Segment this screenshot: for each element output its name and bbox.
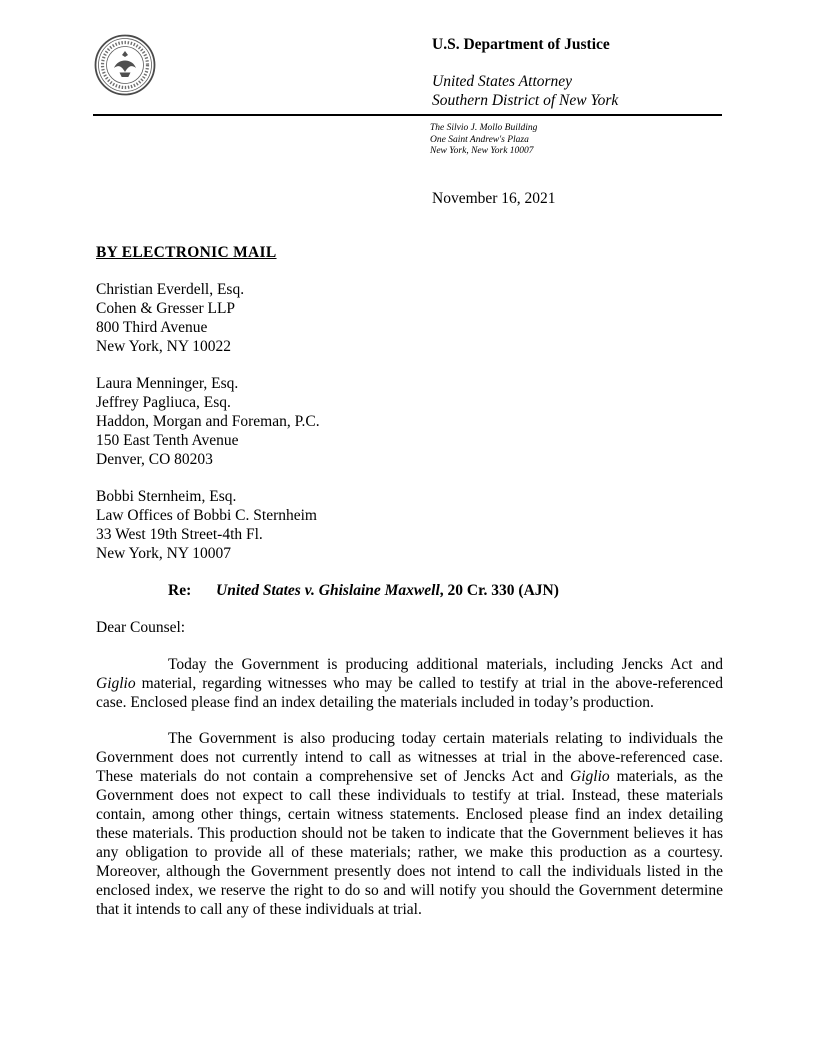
body-paragraph xyxy=(96,655,723,712)
salutation: Dear Counsel: xyxy=(96,619,186,636)
recipient-line: Laura Menninger, Esq. xyxy=(96,375,239,392)
paragraph-text: material, regarding witnesses who may be called to testify at trial in the above-referenced case. Enclosed please find an index detailing the materials included in today’s production. xyxy=(96,675,723,711)
italic-text: Giglio xyxy=(570,768,610,785)
recipient-block xyxy=(96,487,723,563)
recipient-line: Haddon, Morgan and Foreman, P.C. xyxy=(96,413,320,430)
office-line-usa: United States Attorney xyxy=(432,73,573,90)
office-line-district: Southern District of New York xyxy=(432,92,619,109)
office-title xyxy=(432,72,618,110)
recipient-line: 33 West 19th Street-4th Fl. xyxy=(96,526,263,543)
recipients-section xyxy=(96,280,723,563)
paragraph-text: The Government is also producing today certain materials relating to individuals the Government does not currently intend to call as witnesses at trial in the above-referenced case. These materials do not contain a comprehensive set of Jencks Act and xyxy=(96,730,723,785)
address-line-street: One Saint Andrew's Plaza xyxy=(430,134,529,145)
recipient-line: New York, NY 10022 xyxy=(96,338,232,355)
paragraphs-section xyxy=(96,655,723,919)
italic-text: Giglio xyxy=(96,675,136,692)
recipient-line: New York, NY 10007 xyxy=(96,545,232,562)
recipient-line: Law Offices of Bobbi C. Sternheim xyxy=(96,507,317,524)
recipient-line: 800 Third Avenue xyxy=(96,319,208,336)
agency-title: U.S. Department of Justice xyxy=(432,36,610,53)
re-line xyxy=(96,581,723,600)
doj-seal-icon xyxy=(93,32,157,98)
recipient-line: Cohen & Gresser LLP xyxy=(96,300,236,317)
delivery-method: BY ELECTRONIC MAIL xyxy=(96,244,277,261)
recipient-block xyxy=(96,280,723,356)
recipient-line: Bobbi Sternheim, Esq. xyxy=(96,488,237,505)
recipient-line: Denver, CO 80203 xyxy=(96,451,213,468)
recipient-line: 150 East Tenth Avenue xyxy=(96,432,239,449)
paragraph-text: materials, as the Government does not expect to call these individuals to testify at trial. Instead, these materials contain, among other things, certain witness statements. Enclosed please find an index detailing these materials. This production should not be taken to indicate that the Government believes it has any obligation to provide all of these materials; rather, we make this production as a courtesy. Moreover, although the Government presently does not intend to call the individuals listed in the enclosed index, we reserve the right to do so and will notify you should the Government determine that it intends to call any of these individuals at trial. xyxy=(96,768,724,918)
re-label: Re: xyxy=(168,582,192,599)
recipient-block xyxy=(96,374,723,469)
body-paragraph xyxy=(96,729,723,919)
recipient-line: Christian Everdell, Esq. xyxy=(96,281,245,298)
re-case-name: United States v. Ghislaine Maxwell xyxy=(216,582,440,599)
address-line-city: New York, New York 10007 xyxy=(430,146,534,156)
letter-body xyxy=(96,243,723,936)
address-line-building: The Silvio J. Mollo Building xyxy=(430,123,538,133)
paragraph-text: Today the Government is producing additional materials, including Jencks Act and xyxy=(168,656,723,673)
re-case-number: , 20 Cr. 330 (AJN) xyxy=(439,582,559,599)
recipient-line: Jeffrey Pagliuca, Esq. xyxy=(96,394,231,411)
office-address xyxy=(430,123,537,158)
letterhead-rule xyxy=(93,114,722,116)
letter-date: November 16, 2021 xyxy=(432,190,556,207)
